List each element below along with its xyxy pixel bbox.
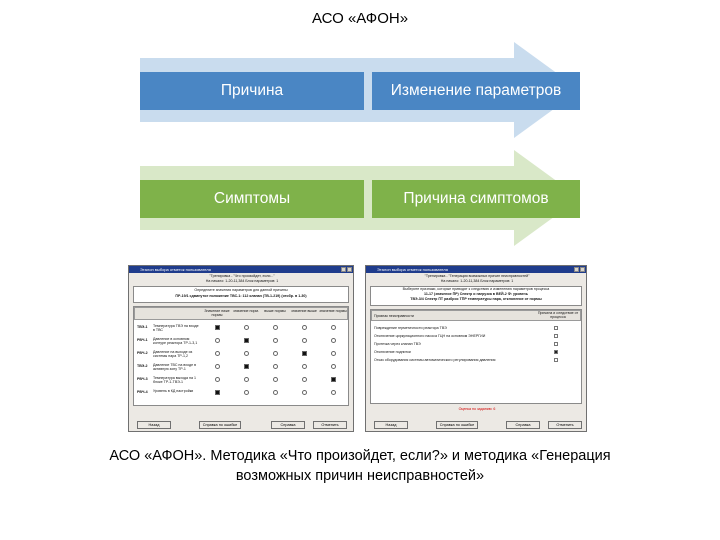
window1-prompt-line2: ПР-19/1 сдвинутое положение ТВС-1: 112 клапан (ТВ-1-219) (отобр. в 1-30) (175, 294, 307, 298)
window1-maximize-icon[interactable] (341, 267, 346, 272)
block-parameter-change (372, 72, 580, 110)
window1-row-option-radio[interactable] (302, 351, 307, 356)
screenshot-what-if (128, 265, 354, 432)
window1-row-option-radio[interactable] (215, 364, 220, 369)
window1-row-option-radio[interactable] (273, 351, 278, 356)
window1-row-code: ТВЭ-1 (137, 325, 148, 329)
window1-col-0: Значение ниже нормы (204, 309, 230, 318)
window1-row-code: РВЧ-3 (137, 377, 148, 381)
window2-close-icon[interactable] (580, 267, 585, 272)
window2-error-help-button[interactable]: Справка по ошибке (436, 421, 478, 429)
window1-row-name: Уровень в КД настройки (153, 389, 194, 393)
window1-row-option-radio[interactable] (244, 338, 249, 343)
window2-prompt-line1: Выберите признаки, которые приводят к следствию и изменению параметров процесса (402, 287, 550, 291)
window1-row-option-radio[interactable] (244, 351, 249, 356)
window2-help-button[interactable]: Справка (506, 421, 540, 429)
window1-row-option-radio[interactable] (331, 377, 336, 382)
window1-subheading: На начало: 1-20-11,384 Блок параметров: 1 (205, 279, 279, 283)
window1-row-option-radio[interactable] (273, 338, 278, 343)
window2-prompt-line2: 11-17 (значение ПР) Спектр и нагрузка в ВЕЙ-2 Ф: уровень (424, 292, 528, 296)
window1-row-option-radio[interactable] (331, 351, 336, 356)
window1-prompt-line1: Определите значения параметров для данной причины (194, 288, 288, 292)
window2-status: Оценка по заданию: 6 (458, 407, 496, 411)
window1-row-code: РВЧ-4 (137, 390, 148, 394)
screenshot-cause-generation (365, 265, 587, 432)
caption-line2: возможных причин неисправностей» (235, 468, 485, 484)
window1-help-button[interactable]: Справка (271, 421, 305, 429)
window2-row-name: Повреждение герметичности реактора ТВЭ (374, 326, 447, 330)
window1-row-option-radio[interactable] (244, 364, 249, 369)
window1-row-option-radio[interactable] (302, 338, 307, 343)
window1-row-code: РВЧ-2 (137, 351, 148, 355)
window1-row-option-radio[interactable] (331, 390, 336, 395)
window2-col-1: Причина и следствие от процесса (537, 311, 579, 320)
window2-row-checkbox[interactable] (554, 334, 558, 338)
window2-col-0: Признак неисправности (374, 314, 414, 318)
window1-row-name: Температура ТВЭ на входе в ТВС (153, 324, 199, 333)
window2-row-checkbox[interactable] (554, 326, 558, 330)
window2-row-checkbox[interactable] (554, 350, 558, 354)
window1-row-option-radio[interactable] (273, 390, 278, 395)
window1-row-option-radio[interactable] (302, 325, 307, 330)
window1-row-option-radio[interactable] (302, 377, 307, 382)
page-title: АСО «АФОН» (311, 10, 409, 27)
window2-cancel-button[interactable]: Отменить (548, 421, 582, 429)
window2-subheading: На начало: 1-20-11,384 Блок параметров: 1 (440, 279, 514, 283)
block-symptom-cause-label: Причина симптомов (403, 190, 549, 207)
window1-row-option-radio[interactable] (244, 325, 249, 330)
window2-heading: "Тренировка - "Генерация возможных причин неисправностей" (424, 274, 530, 278)
window2-maximize-icon[interactable] (574, 267, 579, 272)
window1-col-1: значение норм. (233, 309, 259, 313)
block-symptom-cause (372, 180, 580, 218)
window2-table (370, 309, 582, 404)
window2-prompt-line3: ТВЭ-3/4 Спектр ПТ разброс ТПР температуры пара, отклонение от нормы (410, 297, 542, 301)
window1-close-icon[interactable] (347, 267, 352, 272)
window1-row-option-radio[interactable] (331, 338, 336, 343)
window1-row-option-radio[interactable] (331, 364, 336, 369)
window1-back-button[interactable]: Назад (137, 421, 171, 429)
window1-cancel-button[interactable]: Отменить (313, 421, 347, 429)
window1-col-2: выше нормы (264, 309, 286, 313)
block-symptoms (140, 180, 364, 218)
window1-col-4: значение нормы (319, 309, 347, 313)
window1-row-option-radio[interactable] (215, 351, 220, 356)
window1-row-option-radio[interactable] (273, 364, 278, 369)
window1-row-option-radio[interactable] (215, 377, 220, 382)
window1-row-option-radio[interactable] (215, 338, 220, 343)
window1-col-3: значение выше (291, 309, 317, 313)
window2-title: Эталон выбора отметок пользователя (377, 267, 448, 272)
window2-row-name: Отказ оборудования системы автоматического регулирования давления (374, 358, 496, 362)
window1-row-option-radio[interactable] (302, 364, 307, 369)
block-symptoms-label: Симптомы (213, 190, 291, 207)
window1-row-name: Температура выхода на 1 блоке ТР-1-ТВЭ-1 (153, 376, 197, 385)
caption-line1: АСО «АФОН». Методика «Что произойдет, если?» и методика «Генерация (109, 448, 611, 464)
window1-row-name: Давление ТВС на входе в активную зону ТР-1 (153, 363, 196, 372)
window1-heading: "Тренировка - "Что произойдет, если..." (209, 274, 275, 278)
window1-error-help-button[interactable]: Справка по ошибке (199, 421, 241, 429)
window1-row-code: РВЧ-1 (137, 338, 148, 342)
window2-row-name: Отключение подпитки (374, 350, 411, 354)
block-cause (140, 72, 364, 110)
window1-row-option-radio[interactable] (331, 325, 336, 330)
block-parameter-change-label: Изменение параметров (390, 82, 562, 99)
window2-row-checkbox[interactable] (554, 358, 558, 362)
window2-back-button[interactable]: Назад (374, 421, 408, 429)
window1-row-option-radio[interactable] (273, 325, 278, 330)
window2-row-checkbox[interactable] (554, 342, 558, 346)
window1-row-option-radio[interactable] (215, 390, 220, 395)
window2-row-name: Протечка через клапан ТВЭ (374, 342, 421, 346)
window2-row-name: Отключение циркуляционного насоса ГЦН на основном ЭНЕРГИИ (374, 334, 486, 338)
window1-row-option-radio[interactable] (302, 390, 307, 395)
block-cause-label: Причина (220, 82, 284, 99)
caption (60, 446, 660, 486)
window1-row-option-radio[interactable] (244, 377, 249, 382)
window1-row-option-radio[interactable] (244, 390, 249, 395)
window1-row-option-radio[interactable] (215, 325, 220, 330)
window1-title: Эталон выбора отметок пользователя (140, 267, 211, 272)
window1-row-option-radio[interactable] (273, 377, 278, 382)
window1-row-name: Давление на выходе из системы пара ТР-1,2 (153, 350, 193, 359)
window1-row-code: ТВЭ-2 (137, 364, 148, 368)
window1-row-name: Давление в основном контуре реактора ТР-1-3,1 (153, 337, 198, 346)
